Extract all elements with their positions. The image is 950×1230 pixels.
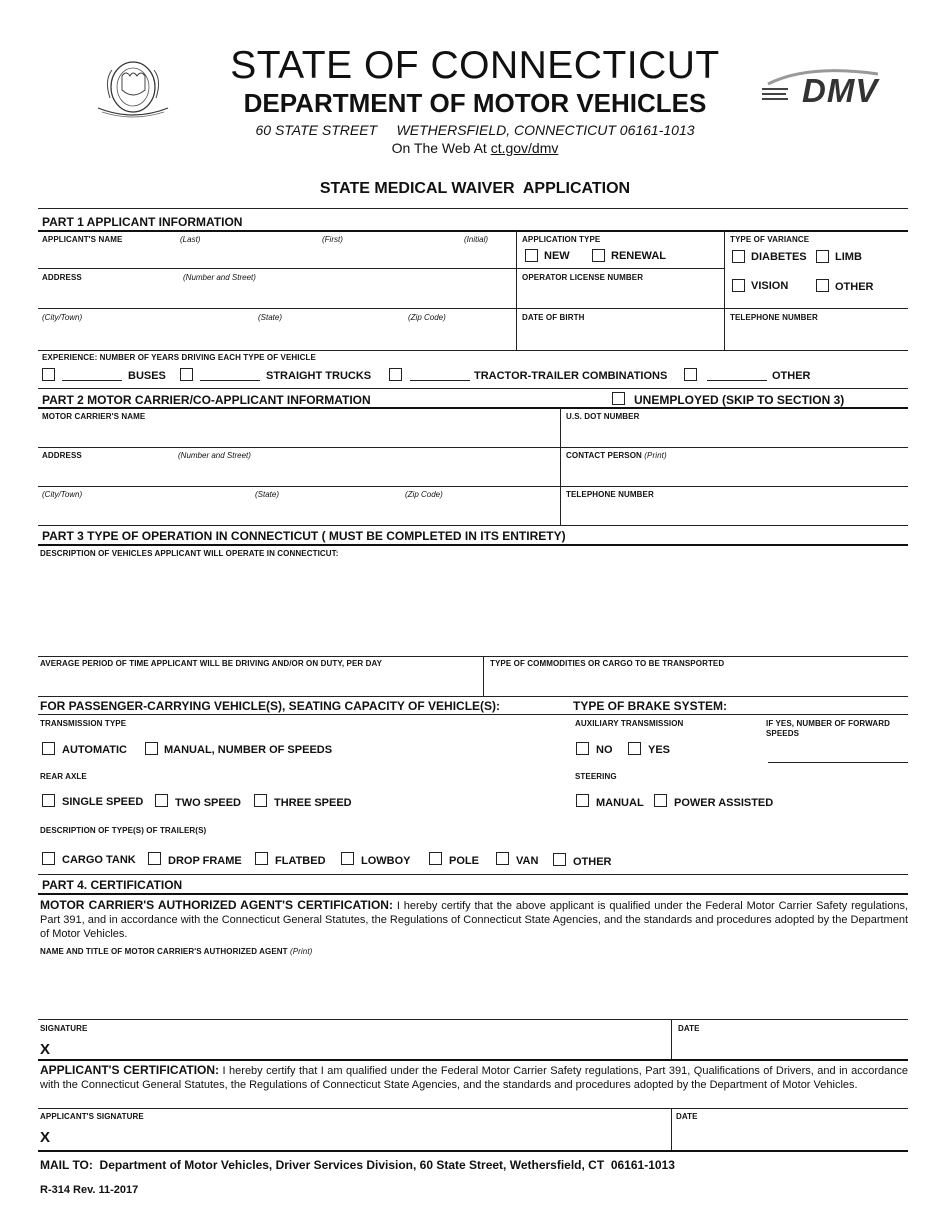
pole-label: POLE: [449, 855, 479, 867]
vehicle-description-field[interactable]: [40, 562, 906, 654]
contact-field[interactable]: [564, 462, 906, 484]
telephone-field[interactable]: [726, 324, 906, 348]
forward-speeds-label: IF YES, NUMBER OF FORWARD SPEEDS: [766, 719, 890, 738]
aux-transmission-label: AUXILIARY TRANSMISSION: [575, 719, 684, 728]
part1-row2-rule: [38, 308, 908, 309]
van-label: VAN: [516, 855, 539, 867]
carrier-telephone-label: TELEPHONE NUMBER: [566, 490, 654, 499]
trailer-other-checkbox[interactable]: [553, 853, 566, 866]
pole-checkbox[interactable]: [429, 852, 442, 865]
power-assisted-label: POWER ASSISTED: [674, 797, 774, 809]
automatic-label: AUTOMATIC: [62, 744, 127, 756]
aux-yes-label: YES: [648, 744, 671, 756]
carrier-city-field[interactable]: [40, 501, 558, 523]
first-name-hint: (First): [322, 235, 343, 244]
agent-date-field[interactable]: [676, 1036, 906, 1058]
applicant-date-label: DATE: [676, 1112, 698, 1121]
city-state-zip-field[interactable]: [40, 324, 514, 348]
trailer-other-label: OTHER: [573, 856, 612, 868]
buses-years-field[interactable]: [62, 380, 122, 381]
last-name-hint: (Last): [180, 235, 201, 244]
operator-license-field[interactable]: [518, 284, 722, 306]
carrier-name-label: MOTOR CARRIER'S NAME: [42, 412, 146, 421]
applicant-name-field[interactable]: [40, 246, 514, 266]
usdot-field[interactable]: [564, 423, 906, 445]
aux-no-checkbox[interactable]: [576, 742, 589, 755]
applicant-signature-divider: [671, 1108, 672, 1150]
part1-top-rule: [38, 208, 908, 209]
tractor-trailer-label: TRACTOR-TRAILER COMBINATIONS: [474, 370, 668, 382]
usdot-label: U.S. DOT NUMBER: [566, 412, 640, 421]
part1-row1-rule: [38, 268, 724, 269]
manual-speeds-label: MANUAL, NUMBER OF SPEEDS: [164, 744, 333, 756]
vehicle-description-label: DESCRIPTION OF VEHICLES APPLICANT WILL OPERATE IN CONNECTICUT:: [40, 549, 339, 558]
steering-manual-label: MANUAL: [596, 797, 644, 809]
agent-signature-x: X: [40, 1041, 51, 1058]
agent-signature-rule: [38, 1019, 908, 1020]
number-street-hint: (Number and Street): [183, 273, 256, 282]
steering-manual-checkbox[interactable]: [576, 794, 589, 807]
cargo-tank-checkbox[interactable]: [42, 852, 55, 865]
part1-divider-1: [516, 231, 517, 351]
agent-cert-heading: MOTOR CARRIER'S AUTHORIZED AGENT'S CERTIFICATION:: [40, 898, 393, 912]
steering-label: STEERING: [575, 772, 617, 781]
applicant-cert-body: I hereby certify that I am qualified under the Federal Motor Carrier Safety regulations, Part 391, Qualifications of Drivers, and in accordance with the Connecticut General Statutes, the Regulations of Connecticut State Agencies, and the standards and procedures adopted by the Department of Motor Vehicles.: [40, 1065, 909, 1091]
agent-signature-field[interactable]: [58, 1036, 666, 1058]
initial-hint: (Initial): [464, 235, 489, 244]
city-hint: (City/Town): [42, 313, 83, 322]
agent-name-label-text: NAME AND TITLE OF MOTOR CARRIER'S AUTHORIZED AGENT: [40, 947, 288, 956]
form-title: STATE MEDICAL WAIVER APPLICATION: [319, 180, 631, 197]
passenger-capacity-label: FOR PASSENGER-CARRYING VEHICLE(S), SEATING CAPACITY OF VEHICLE(S):: [40, 699, 501, 713]
brake-system-label: TYPE OF BRAKE SYSTEM:: [573, 699, 728, 713]
dmv-logo-text: DMV: [802, 72, 879, 109]
automatic-checkbox[interactable]: [42, 742, 55, 755]
mail-to: MAIL TO: Department of Motor Vehicles, Driver Services Division, 60 State Street, Wethersfield, CT 06161-1013: [40, 1158, 675, 1172]
unemployed-checkbox[interactable]: [612, 392, 625, 405]
part2-heading-rule: [38, 407, 908, 409]
diabetes-label: DIABETES: [751, 251, 807, 263]
unemployed-label: UNEMPLOYED (SKIP TO SECTION 3): [634, 393, 845, 407]
three-speed-checkbox[interactable]: [254, 794, 267, 807]
applicant-signature-bottom-rule: [38, 1150, 908, 1152]
aux-no-label: NO: [596, 744, 613, 756]
part1-heading: PART 1 APPLICANT INFORMATION: [42, 215, 243, 229]
part3-heading-rule: [38, 544, 908, 546]
state-hint: (State): [258, 313, 283, 322]
power-assisted-checkbox[interactable]: [654, 794, 667, 807]
single-speed-label: SINGLE SPEED: [62, 796, 144, 808]
three-speed-label: THREE SPEED: [274, 797, 352, 809]
two-speed-checkbox[interactable]: [155, 794, 168, 807]
dob-field[interactable]: [518, 324, 722, 348]
buses-label: BUSES: [128, 370, 166, 382]
cargo-tank-label: CARGO TANK: [62, 854, 136, 866]
part3-heading: PART 3 TYPE OF OPERATION IN CONNECTICUT ( MUST BE COMPLETED IN ITS ENTIRETY): [42, 529, 566, 543]
trailer-types-label: DESCRIPTION OF TYPE(S) OF TRAILER(S): [40, 826, 207, 835]
agent-cert-body: I hereby certify that the above applicant is qualified under the Federal Motor Carrier Safety regulations, Part 391, and in accordance with the Connecticut General Statutes, the Regulations of Connecticut State Agencies, and the standards and procedures adopted by the Department of Motor Vehicles.: [40, 900, 908, 940]
straight-trucks-years-field[interactable]: [200, 380, 260, 381]
buses-checkbox[interactable]: [42, 368, 55, 381]
limb-label: LIMB: [835, 251, 862, 263]
header-department: DEPARTMENT OF MOTOR VEHICLES: [243, 88, 707, 118]
part2-divider: [560, 408, 561, 525]
carrier-state-hint: (State): [255, 490, 280, 499]
vision-label: VISION: [751, 280, 789, 292]
straight-trucks-label: STRAIGHT TRUCKS: [266, 370, 372, 382]
vision-checkbox[interactable]: [732, 279, 745, 292]
renewal-label: RENEWAL: [611, 250, 666, 262]
commodities-field[interactable]: [487, 670, 906, 694]
part1-divider-2: [724, 231, 725, 351]
header-title: STATE OF CONNECTICUT: [230, 44, 720, 87]
web-link[interactable]: ct.gov/dmv: [490, 140, 559, 156]
contact-print-hint: (Print): [644, 451, 667, 460]
application-type-label: APPLICATION TYPE: [522, 235, 601, 244]
part3-row1-rule: [38, 656, 908, 657]
zip-hint: (Zip Code): [408, 313, 446, 322]
variance-other-checkbox[interactable]: [816, 279, 829, 292]
dob-label: DATE OF BIRTH: [522, 313, 585, 322]
tractor-trailer-checkbox[interactable]: [389, 368, 402, 381]
dmv-logo: [760, 68, 890, 108]
agent-signature-label: SIGNATURE: [40, 1024, 88, 1033]
type-of-variance-label: TYPE OF VARIANCE: [730, 235, 810, 244]
agent-name-field[interactable]: [40, 960, 906, 1016]
aux-yes-checkbox[interactable]: [628, 742, 641, 755]
part1-heading-rule: [38, 230, 908, 232]
new-checkbox[interactable]: [525, 249, 538, 262]
rear-axle-label: REAR AXLE: [40, 772, 87, 781]
applicant-certification-text: [40, 1063, 908, 1092]
part2-row1-rule: [38, 447, 908, 448]
carrier-name-field[interactable]: [40, 423, 558, 445]
web-prefix: On The Web At: [391, 140, 491, 156]
diabetes-checkbox[interactable]: [732, 250, 745, 263]
part1-row3-rule: [38, 350, 908, 351]
part3-top-rule: [38, 525, 908, 526]
form-revision: R-314 Rev. 11-2017: [40, 1184, 139, 1196]
agent-name-label: [40, 947, 312, 956]
manual-speeds-checkbox[interactable]: [145, 742, 158, 755]
state-seal: [92, 56, 174, 122]
two-speed-label: TWO SPEED: [175, 797, 242, 809]
avg-period-field[interactable]: [40, 670, 480, 694]
carrier-address-field[interactable]: [40, 462, 558, 484]
drop-frame-checkbox[interactable]: [148, 852, 161, 865]
carrier-zip-hint: (Zip Code): [405, 490, 443, 499]
forward-speeds-field[interactable]: [768, 762, 908, 763]
limb-checkbox[interactable]: [816, 250, 829, 263]
part2-row2-rule: [38, 486, 908, 487]
flatbed-checkbox[interactable]: [255, 852, 268, 865]
tractor-trailer-years-field[interactable]: [410, 380, 470, 381]
lowboy-label: LOWBOY: [361, 855, 411, 867]
applicant-signature-rule: [38, 1108, 908, 1109]
header-web: [190, 140, 760, 156]
part3-row2-rule: [38, 696, 908, 697]
carrier-number-street-hint: (Number and Street): [178, 451, 251, 460]
applicant-signature-field[interactable]: [58, 1124, 666, 1148]
experience-label: EXPERIENCE: NUMBER OF YEARS DRIVING EACH TYPE OF VEHICLE: [42, 353, 316, 362]
carrier-address-label: ADDRESS: [42, 451, 82, 460]
operator-license-label: OPERATOR LICENSE NUMBER: [522, 273, 644, 282]
applicant-name-label: APPLICANT'S NAME: [42, 235, 123, 244]
van-checkbox[interactable]: [496, 852, 509, 865]
avg-period-label: AVERAGE PERIOD OF TIME APPLICANT WILL BE DRIVING AND/OR ON DUTY, PER DAY: [40, 659, 383, 668]
carrier-city-hint: (City/Town): [42, 490, 83, 499]
carrier-telephone-field[interactable]: [564, 501, 906, 523]
part2-heading: PART 2 MOTOR CARRIER/CO-APPLICANT INFORMATION: [42, 393, 371, 407]
exp-other-label: OTHER: [772, 370, 811, 382]
part4-heading-rule: [38, 893, 908, 895]
part2-top-rule: [38, 388, 908, 389]
contact-label-text: CONTACT PERSON: [566, 451, 642, 460]
exp-other-years-field[interactable]: [707, 380, 767, 381]
renewal-checkbox[interactable]: [592, 249, 605, 262]
variance-other-label: OTHER: [835, 281, 874, 293]
straight-trucks-checkbox[interactable]: [180, 368, 193, 381]
new-label: NEW: [544, 250, 570, 262]
commodities-label: TYPE OF COMMODITIES OR CARGO TO BE TRANSPORTED: [490, 659, 725, 668]
applicant-cert-heading: APPLICANT'S CERTIFICATION:: [40, 1063, 220, 1077]
part4-heading: PART 4. CERTIFICATION: [42, 878, 183, 892]
flatbed-label: FLATBED: [275, 855, 326, 867]
address-label: ADDRESS: [42, 273, 82, 282]
part3-divider: [483, 656, 484, 696]
agent-certification-text: [40, 898, 908, 941]
contact-label: [566, 451, 667, 460]
single-speed-checkbox[interactable]: [42, 794, 55, 807]
lowboy-checkbox[interactable]: [341, 852, 354, 865]
agent-signature-divider: [671, 1019, 672, 1059]
applicant-signature-x: X: [40, 1129, 51, 1146]
address-field[interactable]: [40, 284, 514, 306]
part3-row3-rule: [38, 714, 908, 715]
agent-signature-bottom-rule: [38, 1059, 908, 1061]
header-address: 60 STATE STREET WETHERSFIELD, CONNECTICUT 06161-1013: [255, 122, 695, 138]
applicant-signature-label: APPLICANT'S SIGNATURE: [40, 1112, 144, 1121]
agent-date-label: DATE: [678, 1024, 700, 1033]
drop-frame-label: DROP FRAME: [168, 855, 242, 867]
exp-other-checkbox[interactable]: [684, 368, 697, 381]
applicant-date-field[interactable]: [676, 1124, 906, 1148]
agent-print-hint: (Print): [289, 947, 313, 956]
transmission-type-label: TRANSMISSION TYPE: [40, 719, 127, 728]
part4-top-rule: [38, 874, 908, 875]
telephone-label: TELEPHONE NUMBER: [730, 313, 818, 322]
